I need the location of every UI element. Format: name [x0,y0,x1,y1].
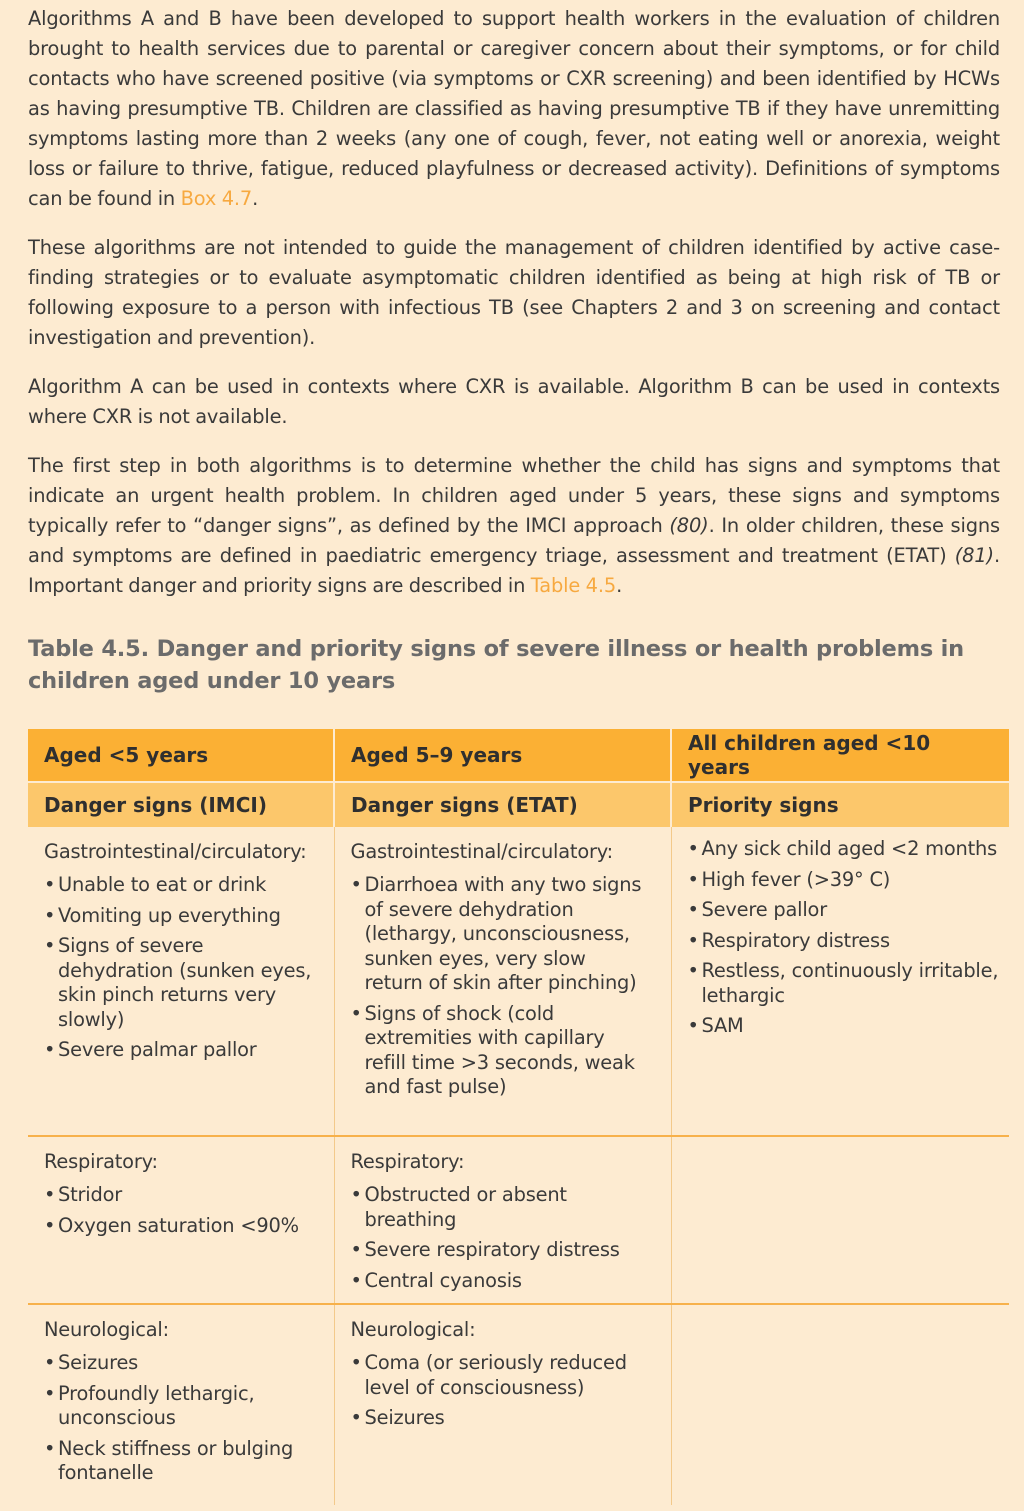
group-label: Gastrointestinal/circulatory: [44,840,307,863]
list-item: • Severe pallor [688,898,1000,923]
subheader-priority: Priority signs [671,782,1009,827]
signs-list [351,1183,661,1293]
list-item: • Severe respiratory distress [351,1238,661,1263]
paragraph-4: The first step in both algorithms is to determine whether the child has signs and symptoms that indicate an urgent health problem. In children aged under 5 years, these signs and symptoms typically refer to “danger signs”, as defined by the IMCI approach (80). In older children, these signs and symptoms are defined in paediatric emergency triage, assessment and treatment (ETAT) (81). Important danger and priority signs are described in Table 4.5. [28,454,1000,597]
group-label: Gastrointestinal/circulatory: [350,840,613,863]
cell-priority-signs [671,827,1009,1136]
list-item: • Oxygen saturation <90% [44,1214,324,1239]
citation-81: (81) [954,544,994,567]
list-item: • Stridor [44,1183,324,1208]
list-item: • Obstructed or absent breathing [351,1183,661,1232]
table-row [28,827,1009,1136]
list-item: • Signs of shock (cold extremities with capillary refill time >3 seconds, weak and fast pulse) [351,1002,661,1100]
list-item: • Neck stiffness or bulging fontanelle [44,1437,324,1486]
list-item: • Unable to eat or drink [44,873,324,898]
header-under-5: Aged <5 years [28,729,334,782]
list-item: • SAM [688,1014,1000,1039]
cell-empty [671,1136,1009,1304]
signs-list [44,1351,324,1486]
group-label: Neurological: [44,1318,169,1341]
list-item: • Profoundly lethargic, unconscious [44,1382,324,1431]
citation-80: (80) [669,514,709,537]
table-title: Table 4.5. Danger and priority signs of severe illness or health problems in children aged under 10 years [28,636,964,694]
subheader-imci: Danger signs (IMCI) [28,782,334,827]
list-item: • Signs of severe dehydration (sunken eyes, skin pinch returns very slowly) [44,934,324,1032]
cell-imci-neurological [28,1304,334,1505]
cell-empty [671,1304,1009,1505]
cell-etat-gi [334,827,671,1136]
body-text [28,4,1000,601]
header-5-9: Aged 5–9 years [334,729,671,782]
paragraph-2: These algorithms are not intended to guide the management of children identified by active case-finding strategies or to evaluate asymptomatic children identified as being at high risk of TB or following exposure to a person with infectious TB (see Chapters 2 and 3 on screening and contact investigation and prevention). [28,236,1000,349]
list-item: • Respiratory distress [688,929,1000,954]
table-4-5-link[interactable]: Table 4.5 [530,574,617,597]
cell-imci-gi [28,827,334,1136]
table-header-row [28,729,1009,782]
table-row [28,1136,1009,1304]
list-item: • Restless, continuously irritable, lethargic [688,959,1000,1008]
cell-etat-neurological [334,1304,671,1505]
list-item: • Severe palmar pallor [44,1038,324,1063]
group-label: Respiratory: [44,1150,158,1173]
list-item: • Coma (or seriously reduced level of consciousness) [351,1351,661,1400]
group-label: Respiratory: [350,1150,465,1173]
paragraph-1: Algorithms A and B have been developed to support health workers in the evaluation of children brought to health services due to parental or caregiver concern about their symptoms, or for child contacts who have screened positive (via symptoms or CXR screening) and been identified by HCWs as having presumptive TB. Children are classified as having presumptive TB if they have unremitting symptoms lasting more than 2 weeks (any one of cough, fever, not eating well or anorexia, weight loss or failure to thrive, fatigue, reduced playfulness or decreased activity). Definitions of symptoms can be found in Box 4.7. [28,7,1000,210]
signs-list [44,873,324,1063]
subheader-etat: Danger signs (ETAT) [334,782,671,827]
list-item: • Central cyanosis [351,1269,661,1294]
cell-imci-respiratory [28,1136,334,1304]
cell-etat-respiratory [334,1136,671,1304]
list-item: • Vomiting up everything [44,904,324,929]
danger-signs-table [28,729,1009,1505]
group-label: Neurological: [350,1318,476,1341]
signs-list [688,837,1000,1039]
header-all-children: All children aged <10 years [671,729,1009,782]
list-item: • Seizures [351,1406,661,1431]
table-subheader-row [28,782,1009,827]
signs-list [351,873,661,1100]
signs-list [44,1183,324,1238]
signs-list [351,1351,661,1431]
paragraph-3: Algorithm A can be used in contexts where CXR is available. Algorithm B can be used in contexts where CXR is not available. [28,375,1000,428]
list-item: • Diarrhoea with any two signs of severe dehydration (lethargy, unconsciousness, sunken eyes, very slow return of skin after pinching) [351,873,661,996]
list-item: • Any sick child aged <2 months [688,837,1000,862]
list-item: • Seizures [44,1351,324,1376]
box-4-7-link[interactable]: Box 4.7 [180,187,253,210]
table-row [28,1304,1009,1505]
list-item: • High fever (>39° C) [688,868,1000,893]
